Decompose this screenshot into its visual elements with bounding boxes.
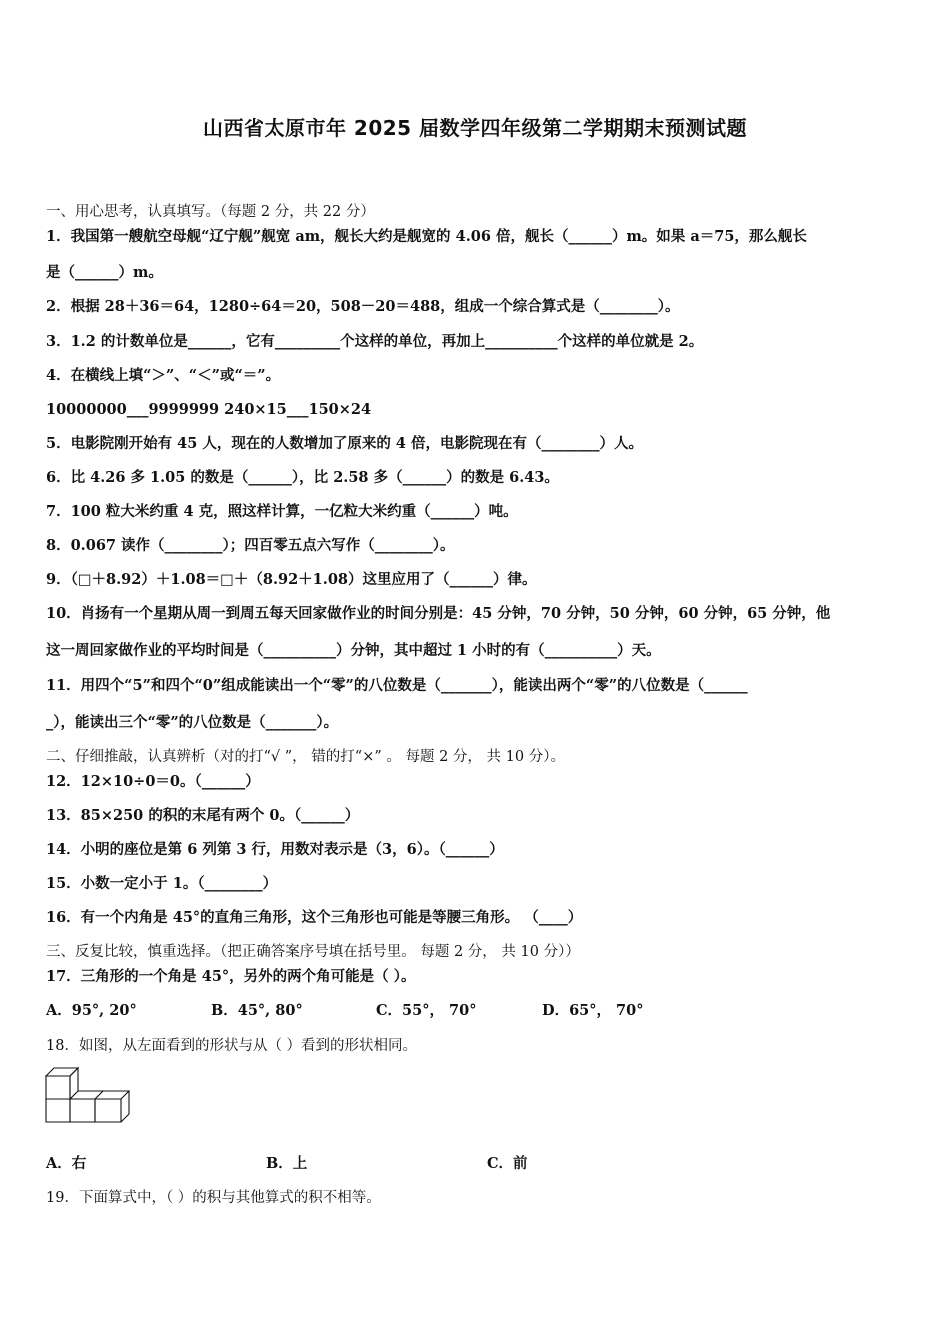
question-13: 13．85×250 的积的末尾有两个 0。（______） [46, 807, 360, 824]
cube-bottom-2 [70, 1099, 95, 1122]
question-4: 4．在横线上填“＞”、“＜”或“＝”。 [46, 367, 281, 384]
question-2: 2．根据 28＋36＝64，1280÷64＝20，508－20＝488，组成一个综合算式是（________）。 [46, 298, 680, 315]
cube-top-side [70, 1068, 78, 1099]
cube-bottom-top-3 [103, 1091, 129, 1099]
option-a: A．右 [46, 1155, 87, 1172]
question-4-items: 10000000___9999999 240×15___150×24 [46, 401, 372, 418]
question-1-line-1: 1．我国第一艘航空母舰“辽宁舰”舰宽 am，舰长大约是舰宽的 4.06 倍，舰长（______）m。如果 a＝75，那么舰长 [46, 228, 807, 245]
question-1-line-2: 是（______）m。 [46, 264, 163, 281]
question-3: 3．1.2 的计数单位是______，它有_________个这样的单位，再加上__________个这样的单位就是 2。 [46, 333, 704, 350]
question-10-line-1: 10．肖扬有一个星期从周一到周五每天回家做作业的时间分别是：45 分钟，70 分钟，50 分钟，60 分钟，65 分钟，他 [46, 605, 831, 622]
question-16: 16．有一个内角是 45°的直角三角形，这个三角形也可能是等腰三角形。 （____） [46, 909, 583, 926]
question-5: 5．电影院刚开始有 45 人，现在的人数增加了原来的 4 倍，电影院现在有（________）人。 [46, 435, 644, 452]
section-3-heading: 三、反复比较，慎重选择。（把正确答案序号填在括号里。 每题 2 分， 共 10 分）） [46, 944, 580, 960]
option-c: C．前 [487, 1155, 528, 1172]
cube-top-front [46, 1076, 70, 1099]
question-17-options [46, 1001, 906, 1021]
question-7: 7．100 粒大米约重 4 克，照这样计算，一亿粒大米约重（______）吨。 [46, 503, 518, 520]
cube-top-top [46, 1068, 78, 1076]
question-8: 8．0.067 读作（________）；四百零五点六写作（________）。 [46, 537, 455, 554]
option-b: B．45°, 80° [211, 1002, 303, 1019]
question-11-line-1: 11．用四个“5”和四个“0”组成能读出一个“零”的八位数是（_______），能读出两个“零”的八位数是（______ [46, 677, 748, 694]
question-18-options [46, 1154, 906, 1174]
cube-bottom-3 [95, 1099, 121, 1122]
option-b: B．上 [266, 1155, 308, 1172]
question-19: 19．下面算式中，（ ）的积与其他算式的积不相等。 [46, 1190, 381, 1206]
question-11-line-2: _），能读出三个“零”的八位数是（_______）。 [46, 714, 339, 731]
option-c: C．55°， 70° [376, 1002, 477, 1019]
question-17: 17．三角形的一个角是 45°，另外的两个角可能是（ ）。 [46, 968, 416, 985]
question-12: 12．12×10÷0＝0。（______） [46, 773, 260, 790]
cube-bottom-1 [46, 1099, 70, 1122]
cube-figure [45, 1065, 137, 1125]
question-14: 14．小明的座位是第 6 列第 3 行，用数对表示是（3，6）。（______） [46, 841, 504, 858]
option-d: D．65°， 70° [542, 1002, 644, 1019]
section-1-heading: 一、用心思考，认真填写。（每题 2 分，共 22 分） [46, 204, 375, 220]
question-18: 18．如图，从左面看到的形状与从（ ）看到的形状相同。 [46, 1038, 418, 1054]
cube-bottom-top-2 [78, 1091, 103, 1099]
question-6: 6．比 4.26 多 1.05 的数是（______），比 2.58 多（______）的数是 6.43。 [46, 469, 559, 486]
option-a: A．95°, 20° [46, 1002, 137, 1019]
section-2-heading: 二、仔细推敲，认真辨析（对的打“√ ”， 错的打“×” 。 每题 2 分， 共 10 分）。 [46, 749, 565, 765]
question-15: 15．小数一定小于 1。（________） [46, 875, 278, 892]
page-title: 山西省太原市年 2025 届数学四年级第二学期期末预测试题 [202, 116, 748, 140]
question-10-line-2: 这一周回家做作业的平均时间是（__________）分钟，其中超过 1 小时的有（__________）天。 [46, 642, 661, 659]
question-9: 9．（□＋8.92）＋1.08＝□＋（8.92＋1.08）这里应用了（______）律。 [46, 571, 537, 588]
